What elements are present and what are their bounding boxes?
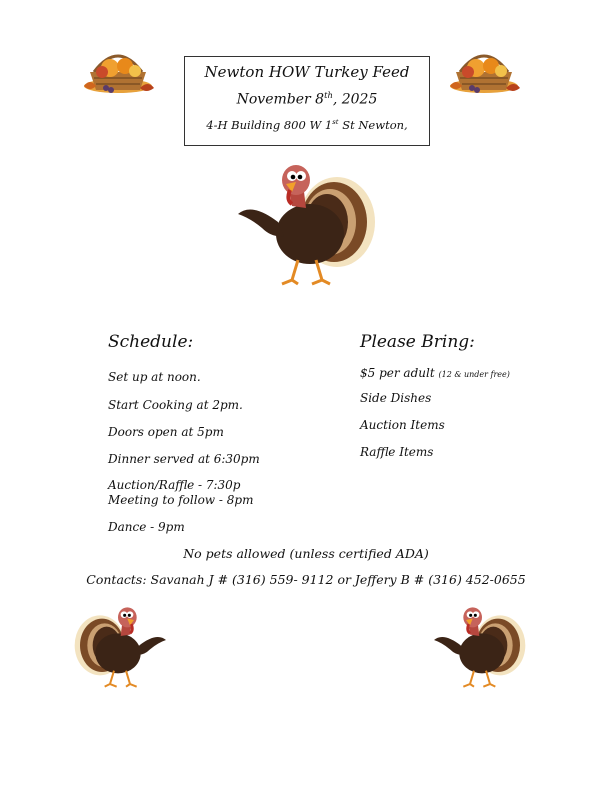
harvest-basket-icon (80, 42, 158, 98)
bring-price: $5 per adult (12 & under free) (360, 366, 510, 380)
schedule-item: Set up at noon. (108, 370, 201, 384)
schedule-item: Meeting to follow - 8pm (108, 493, 254, 507)
event-title: Newton HOW Turkey Feed (204, 63, 410, 81)
title-box (184, 56, 430, 146)
turkey-icon (232, 150, 382, 302)
turkey-icon (430, 598, 530, 698)
schedule-heading: Schedule: (108, 332, 194, 352)
pets-notice: No pets allowed (unless certified ADA) (183, 546, 429, 561)
turkey-icon (70, 598, 170, 698)
bring-item: Side Dishes (360, 391, 432, 405)
contacts-line: Contacts: Savanah J # (316) 559- 9112 or Jeffery B # (316) 452-0655 (86, 572, 526, 587)
schedule-item: Start Cooking at 2pm. (108, 398, 243, 412)
schedule-item: Dance - 9pm (108, 520, 185, 534)
schedule-item: Auction/Raffle - 7:30p (108, 478, 241, 492)
schedule-item: Dinner served at 6:30pm (108, 452, 260, 466)
harvest-basket-icon (446, 42, 524, 98)
event-location: 4-H Building 800 W 1st St Newton, (206, 117, 408, 132)
bring-item: Auction Items (360, 418, 445, 432)
price-note: (12 & under free) (438, 370, 510, 379)
schedule-item: Doors open at 5pm (108, 425, 224, 439)
bring-item: Raffle Items (360, 445, 434, 459)
bring-heading: Please Bring: (360, 332, 475, 352)
event-date: November 8th, 2025 (236, 90, 378, 108)
